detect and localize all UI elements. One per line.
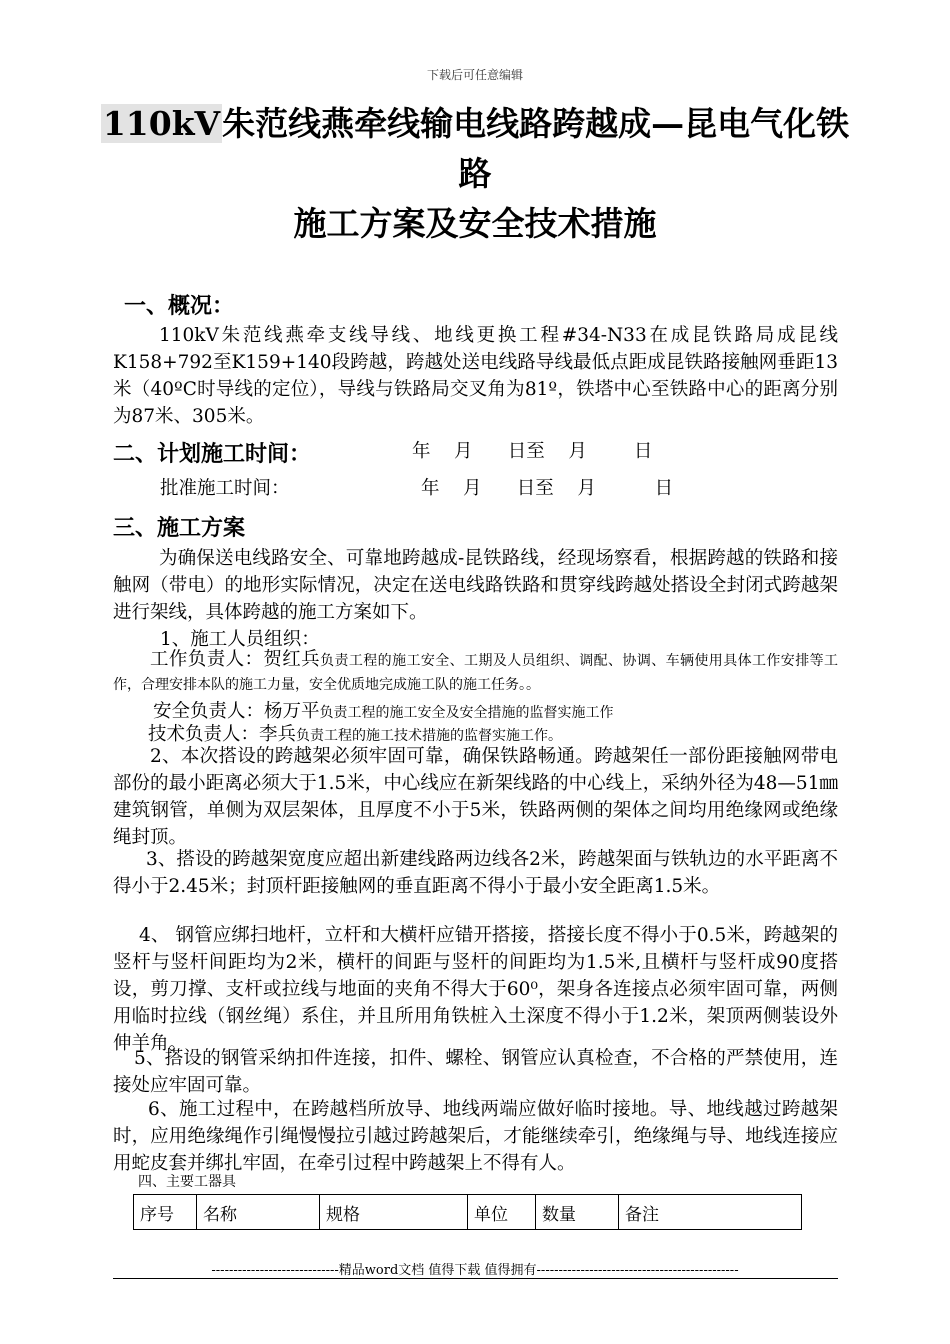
section-3-intro: 为确保送电线路安全、可靠地跨越成-昆铁路线，经现场察看，根据跨越的铁路和接触网（带电）的地形实际情况，决定在送电线路铁路和贯穿线跨越处搭设全封闭式跨越架进行架线，具体跨越的施工方案如下。 bbox=[113, 548, 838, 623]
work-lead-label: 工作负责人：贺红兵 bbox=[150, 649, 321, 670]
document-title-line-3: 施工方案及安全技术措施 bbox=[293, 204, 657, 243]
item-4-paragraph: 4、 钢管应绑扫地杆，立杆和大横杆应错开搭接，搭接长度不得小于0.5米，跨越架的竖杆与竖杆间距均为2米，横杆的间距与竖杆的间距均为1.5米,且横杆与竖杆成90度搭设，剪刀撑、支杆或拉线与地面的夹角不得大于60⁰，架身各连接点必须牢固可靠，两侧用临时拉线（钢丝绳）系住，并且所用角铁桩入土深度不得小于1.2米，架顶两侧装设外伸羊角。 bbox=[113, 925, 838, 1054]
item-1-title: 1、施工人员组织： bbox=[160, 629, 320, 650]
document-title-line-1 bbox=[0, 104, 950, 144]
item-6-paragraph: 6、施工过程中，在跨越档所放导、地线两端应做好临时接地。导、地线越过跨越架时，应用绝缘绳作引绳慢慢拉引越过跨越架后，才能继续牵引，绝缘绳与导、地线连接应用蛇皮套并绑扎牢固，在牵引过程中跨越架上不得有人。 bbox=[113, 1099, 838, 1174]
title-line-1-text: 朱范线燕牵线输电线路跨越成—昆电气化铁 bbox=[222, 104, 850, 143]
work-lead-description: 负责工程的施工安全、工期及人员组织、调配、协调、车辆使用具体工作安排等工作，合理安排本队的施工力量，安全优质地完成施工队的施工任务。。 bbox=[113, 653, 838, 693]
col-spec: 规格 bbox=[320, 1195, 468, 1230]
item-5-paragraph: 5、搭设的钢管采纳扣件连接，扣件、螺栓、钢管应认真检查，不合格的严禁使用，连接处应牢固可靠。 bbox=[113, 1048, 838, 1096]
safety-lead-label: 安全负责人：杨万平 bbox=[153, 701, 320, 722]
approved-time-value: 年 月 日至 月 日 bbox=[421, 478, 674, 499]
planned-time-value: 年 月 日至 月 日 bbox=[412, 441, 653, 462]
section-1-heading: 一、概况： bbox=[124, 294, 235, 319]
safety-lead-description: 负责工程的施工安全及安全措施的监督实施工作 bbox=[319, 705, 614, 721]
col-serial: 序号 bbox=[134, 1195, 197, 1230]
table-header-row bbox=[134, 1195, 802, 1230]
col-name: 名称 bbox=[197, 1195, 320, 1230]
item-3-paragraph: 3、搭设的跨越架宽度应超出新建线路两边线各2米，跨越架面与铁轨边的水平距离不得小于2.45米；封顶杆距接触网的垂直距离不得小于最小安全距离1.5米。 bbox=[113, 849, 838, 897]
tech-lead-description: 负责工程的施工技术措施的监督实施工作。 bbox=[296, 728, 563, 744]
approved-time-label: 批准施工时间： bbox=[160, 478, 290, 499]
title-voltage: 110kV bbox=[102, 104, 221, 143]
footer-divider bbox=[113, 1278, 838, 1279]
col-quantity: 数量 bbox=[536, 1195, 619, 1230]
tech-lead-label: 技术负责人：李兵 bbox=[148, 724, 297, 745]
col-unit: 单位 bbox=[468, 1195, 536, 1230]
tools-table bbox=[133, 1194, 802, 1230]
section-1-paragraph: 110kV朱范线燕牵支线导线、地线更换工程#34-N33在成昆铁路局成昆线K158+792至K159+140段跨越，跨越处送电线路导线最低点距成昆铁路接触网垂距13米（40ºC时导线的定位），导线与铁路局交叉角为81º，铁塔中心至铁路中心的距离分别为87米、305米。 bbox=[113, 325, 838, 427]
footer-text: -----------------------------精品word文档 值得下载 值得拥有---------------------------------------------- bbox=[211, 1263, 739, 1278]
item-2-paragraph: 2、本次搭设的跨越架必须牢固可靠，确保铁路畅通。跨越架任一部份距接触网带电部份的最小距离必须大于1.5米，中心线应在新架线路的中心线上，采纳外径为48—51㎜建筑钢管，单侧为双层架体，且厚度不小于5米，铁路两侧的架体之间均用绝缘网或绝缘绳封顶。 bbox=[113, 746, 838, 848]
section-4-heading: 四、主要工器具 bbox=[138, 1174, 236, 1190]
work-lead-entry bbox=[113, 648, 838, 697]
document-title-line-2: 路 bbox=[458, 154, 492, 193]
header-note: 下载后可任意编辑 bbox=[426, 68, 523, 82]
col-remarks: 备注 bbox=[619, 1195, 802, 1230]
section-3-heading: 三、施工方案 bbox=[113, 516, 246, 541]
section-2-heading: 二、计划施工时间： bbox=[113, 442, 312, 467]
